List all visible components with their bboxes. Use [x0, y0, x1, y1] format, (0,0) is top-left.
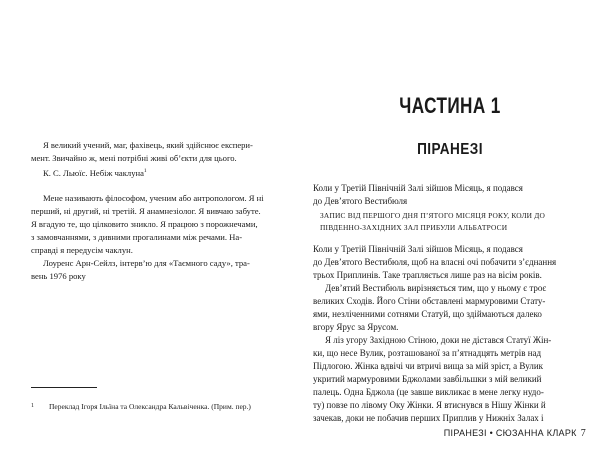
- epigraph-arn-sayles: [31, 192, 279, 283]
- paragraph-line: ями, незліченними сотнями Статуй, що здіймаються далеко: [313, 309, 542, 319]
- paragraph-line: ки, що несе Вулик, розташованої за п’ятнадцять метрів над: [313, 348, 542, 358]
- paragraph-line: палець. Одна Бджола (це завше викликає в мене легку нудо-: [313, 387, 544, 397]
- right-page: [300, 0, 600, 450]
- epigraph-line: з замовчаннями, з дивними прогалинами між речами. На-: [31, 232, 243, 242]
- body-text: [313, 243, 577, 425]
- epigraph-line: Мене називають філософом, ученим або антропологом. Я ні: [43, 193, 264, 203]
- footnote-divider: [31, 387, 97, 388]
- paragraph-line: до Дев’ятого Вестибюля, щоб на власні очі побачити з’єднання: [313, 257, 557, 267]
- footnote-ref: 1: [143, 168, 147, 174]
- paragraph-line: вгору Ярус за Ярусом.: [313, 322, 399, 332]
- entry-subheading-line: ПІВДЕННО-ЗАХІДНИХ ЗАЛ ПРИБУЛИ АЛЬБАТРОСИ: [320, 222, 508, 232]
- entry-subheading-line: ЗАПИС ВІД ПЕРШОГО ДНЯ П’ЯТОГО МІСЯЦЯ РОКУ, КОЛИ ДО: [320, 211, 546, 220]
- epigraph-lewis: [31, 139, 279, 180]
- paragraph-line: Дев’ятий Вестибюль вирізняється тим, що у ньому є троє: [325, 283, 547, 293]
- paragraph-line: трьох Приплинів. Таке трапляється лише раз на вісім років.: [313, 270, 542, 280]
- footnote-text: Переклад Ігоря Ільїна та Олександра Кальвіченка. (Прим. пер.): [49, 402, 251, 411]
- entry-heading: [313, 182, 577, 207]
- running-footer-text: ПІРАНЕЗІ • СЮЗАННА КЛАРК: [443, 428, 577, 438]
- paragraph-line: великих Сходів. Його Стіни обставлені мармуровими Стату-: [313, 296, 546, 306]
- epigraph-line: Я вгадую те, що цілковито зникло. Я працюю з порожнечами,: [31, 219, 258, 229]
- paragraph-line: Я ліз угору Західною Стіною, доки не дістався Статуї Жін-: [325, 335, 552, 345]
- entry-heading-line: Коли у Третій Північній Залі зійшов Місяць, я подався: [313, 183, 523, 193]
- paragraph-line: зачекав, доки не побачив перших Приплив у Нижніх Залах і: [313, 413, 544, 423]
- epigraph-line: Я великий учений, маг, фахівець, який здійснює експери-: [43, 140, 253, 150]
- running-footer: [300, 428, 586, 439]
- epigraph-line: справді я передусім чаклун.: [31, 245, 133, 255]
- epigraph-line: мент. Звичайно ж, мені потрібні живі об’єкти для цього.: [31, 153, 237, 163]
- entry-heading-line: до Дев’ятого Вестибюля: [313, 195, 408, 206]
- paragraph-line: укритий мармуровими Бджолами завбільшки з мій великий: [313, 374, 542, 384]
- footnote: [31, 401, 291, 412]
- paragraph-line: ту) повзе по лівому Оку Жінки. Я втиснувся в Нішу Жінки й: [313, 400, 546, 410]
- chapter-title: ПІРАНЕЗІ: [417, 141, 483, 158]
- epigraph-line: перший, ні другий, ні третій. Я анамнезіолог. Я вивчаю забуте.: [31, 206, 261, 216]
- paragraph-line: Коли у Третій Північній Залі зійшов Місяць, я подався: [313, 244, 523, 254]
- epigraph-attribution: вень 1976 року: [31, 271, 86, 281]
- epigraph-attribution: К. С. Льюїс. Небіж чаклуна$^1$: [43, 167, 147, 178]
- paragraph-line: Підлогою. Жінка вдвічі чи втричі вища за мій зріст, а Вулик: [313, 361, 544, 371]
- entry-subheading: [320, 210, 576, 233]
- epigraph-attribution: Лоуренс Арн-Сейлз, інтерв’ю для «Таємного саду», тра-: [43, 258, 250, 268]
- part-title: ЧАСТИНА 1: [399, 93, 501, 118]
- footnote-number: 1: [31, 403, 34, 409]
- page-number: 7: [580, 428, 586, 439]
